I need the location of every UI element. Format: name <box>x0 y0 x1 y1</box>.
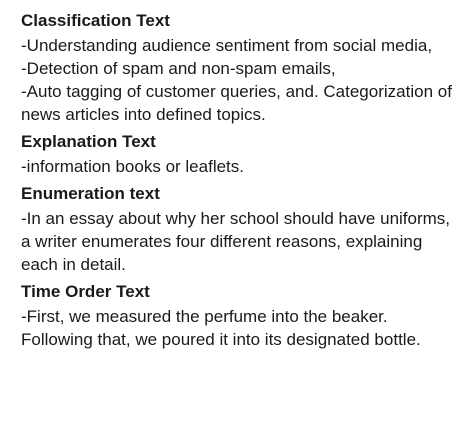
section-line: -information books or leaflets. <box>21 157 244 176</box>
section-time-order <box>21 281 460 351</box>
section-heading: Explanation Text <box>21 132 156 151</box>
section-line: -In an essay about why her school should have uniforms, a writer enumerates four different reasons, explaining each in detail. <box>21 209 451 274</box>
section-enumeration <box>21 183 460 276</box>
section-heading: Enumeration text <box>21 184 160 203</box>
section-classification <box>21 10 460 126</box>
section-line: -Understanding audience sentiment from social media, <box>21 36 433 55</box>
section-heading: Classification Text <box>21 11 170 30</box>
section-heading: Time Order Text <box>21 282 150 301</box>
section-line: -Auto tagging of customer queries, and. Categorization of news articles into defined topics. <box>21 82 452 124</box>
section-line: -First, we measured the perfume into the beaker. Following that, we poured it into its designated bottle. <box>21 307 421 349</box>
section-line: -Detection of spam and non-spam emails, <box>21 59 336 78</box>
section-explanation <box>21 131 460 178</box>
